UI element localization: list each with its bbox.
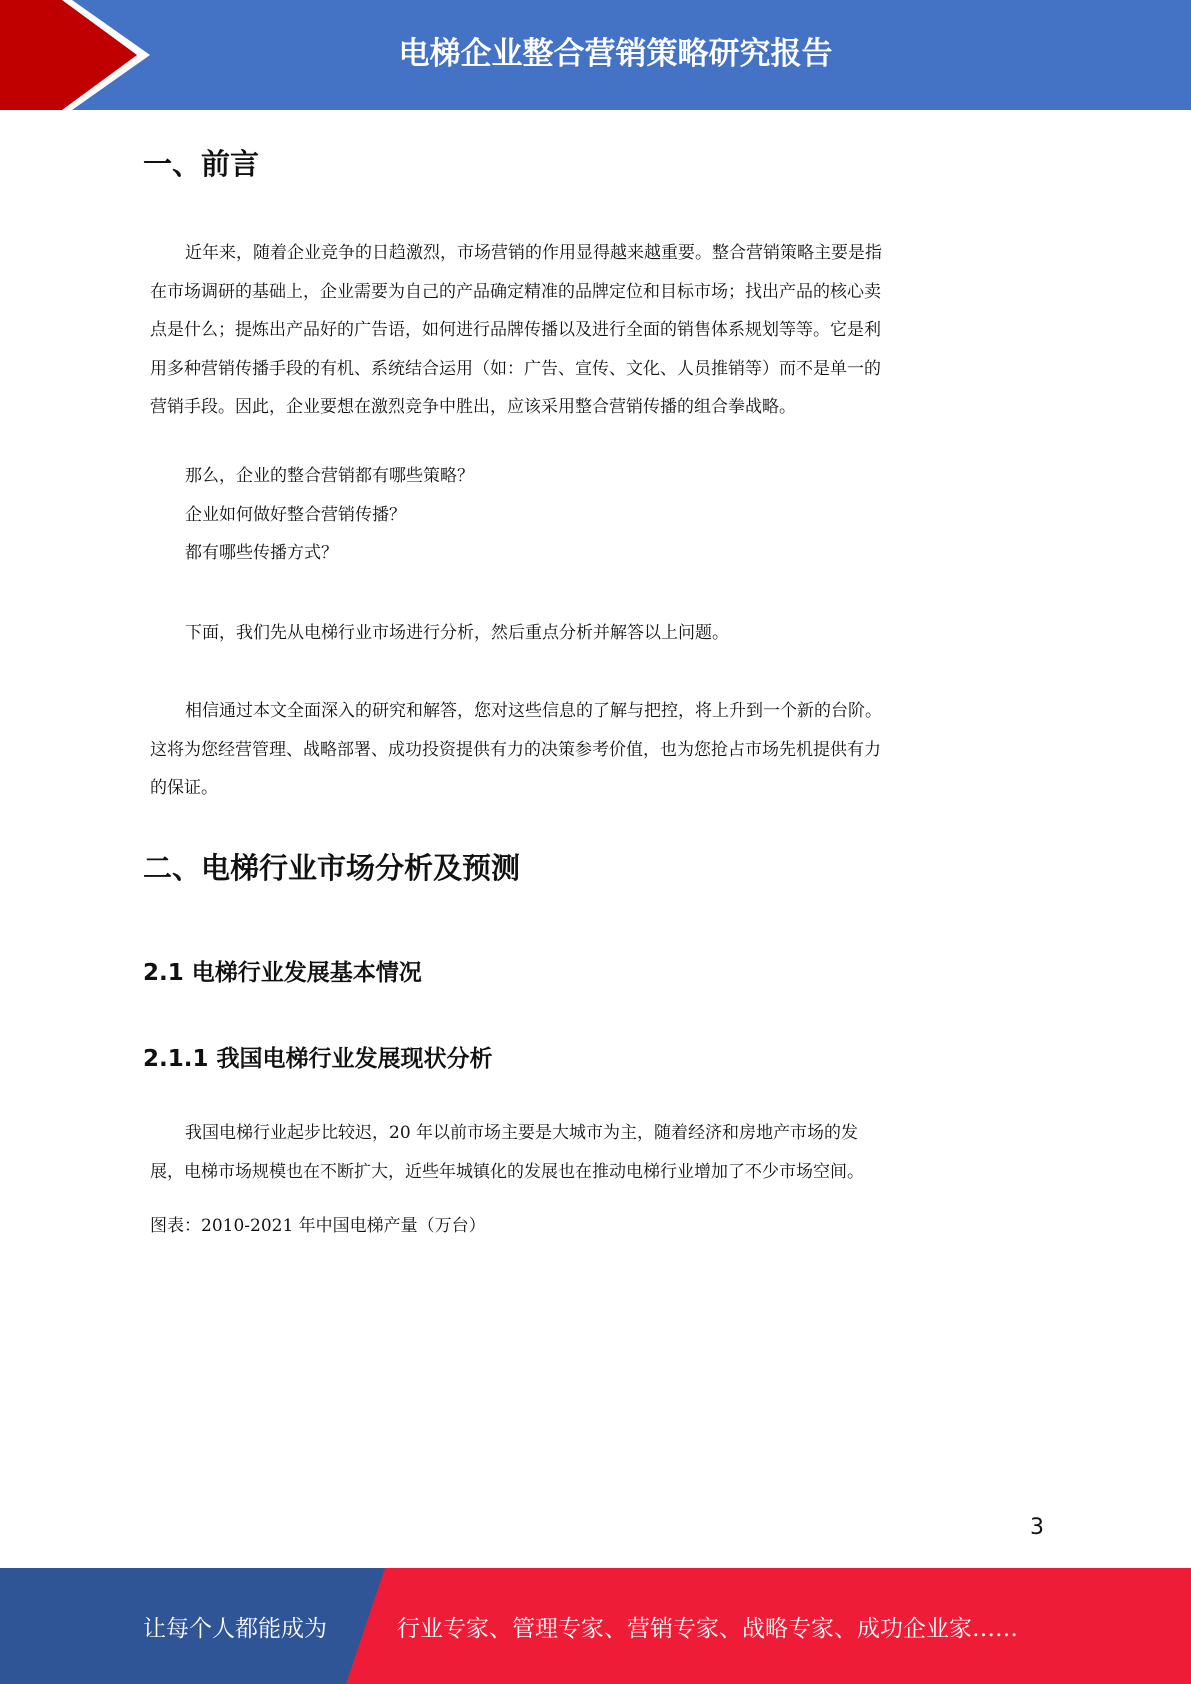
section-heading-market: 二、电梯行业市场分析及预测 (143, 851, 521, 885)
text-line: 我国电梯行业起步比较迟，20 年以前市场主要是大城市为主，随着经济和房地产市场的发 (185, 1123, 859, 1143)
paragraph-status (150, 1114, 1050, 1191)
subsection-heading: 2.1 电梯行业发展基本情况 (143, 960, 422, 986)
subsubsection-heading: 2.1.1 我国电梯行业发展现状分析 (143, 1046, 493, 1072)
footer-slogan-left: 让每个人都能成为 (143, 1616, 327, 1642)
text-line: 营销手段。因此，企业要想在激烈竞争中胜出，应该采用整合营销传播的组合拳战略。 (150, 397, 796, 417)
text-line: 展，电梯市场规模也在不断扩大，近些年城镇化的发展也在推动电梯行业增加了不少市场空间。 (150, 1161, 864, 1182)
caption-text: 图表：2010-2021 年中国电梯产量（万台） (150, 1216, 486, 1236)
paragraph-next (150, 614, 1050, 653)
text-line: 在市场调研的基础上，企业需要为自己的产品确定精准的品牌定位和目标市场；找出产品的核心卖 (150, 281, 881, 302)
paragraph-intro (150, 234, 1050, 427)
paragraph-value (150, 692, 1050, 808)
text-line: 这将为您经营管理、战略部署、成功投资提供有力的决策参考价值，也为您抢占市场先机提供有力 (150, 739, 881, 760)
page-header (0, 0, 1191, 110)
question-item: 那么，企业的整合营销都有哪些策略？ (185, 466, 474, 486)
page-footer (0, 1568, 1191, 1684)
text-line: 相信通过本文全面深入的研究和解答，您对这些信息的了解与把控，将上升到一个新的台阶。 (185, 701, 882, 721)
figure-caption (150, 1207, 1050, 1246)
footer-slogan-right: 行业专家、管理专家、营销专家、战略专家、成功企业家…… (397, 1616, 1018, 1642)
report-title: 电梯企业整合营销策略研究报告 (398, 36, 833, 72)
section-heading-preface: 一、前言 (143, 147, 260, 181)
text-line: 下面，我们先从电梯行业市场进行分析，然后重点分析并解答以上问题。 (185, 623, 729, 643)
questions-list (150, 457, 1050, 573)
question-item: 都有哪些传播方式？ (185, 543, 338, 563)
text-line: 用多种营销传播手段的有机、系统结合运用（如：广告、宣传、文化、人员推销等）而不是单一的 (150, 358, 881, 379)
text-line: 的保证。 (150, 778, 218, 798)
text-line: 近年来，随着企业竞争的日趋激烈，市场营销的作用显得越来越重要。整合营销策略主要是指 (185, 243, 882, 263)
text-line: 点是什么；提炼出产品好的广告语，如何进行品牌传播以及进行全面的销售体系规划等等。它是利 (150, 320, 881, 340)
question-item: 企业如何做好整合营销传播？ (185, 504, 406, 525)
page-number: 3 (1030, 1515, 1044, 1540)
